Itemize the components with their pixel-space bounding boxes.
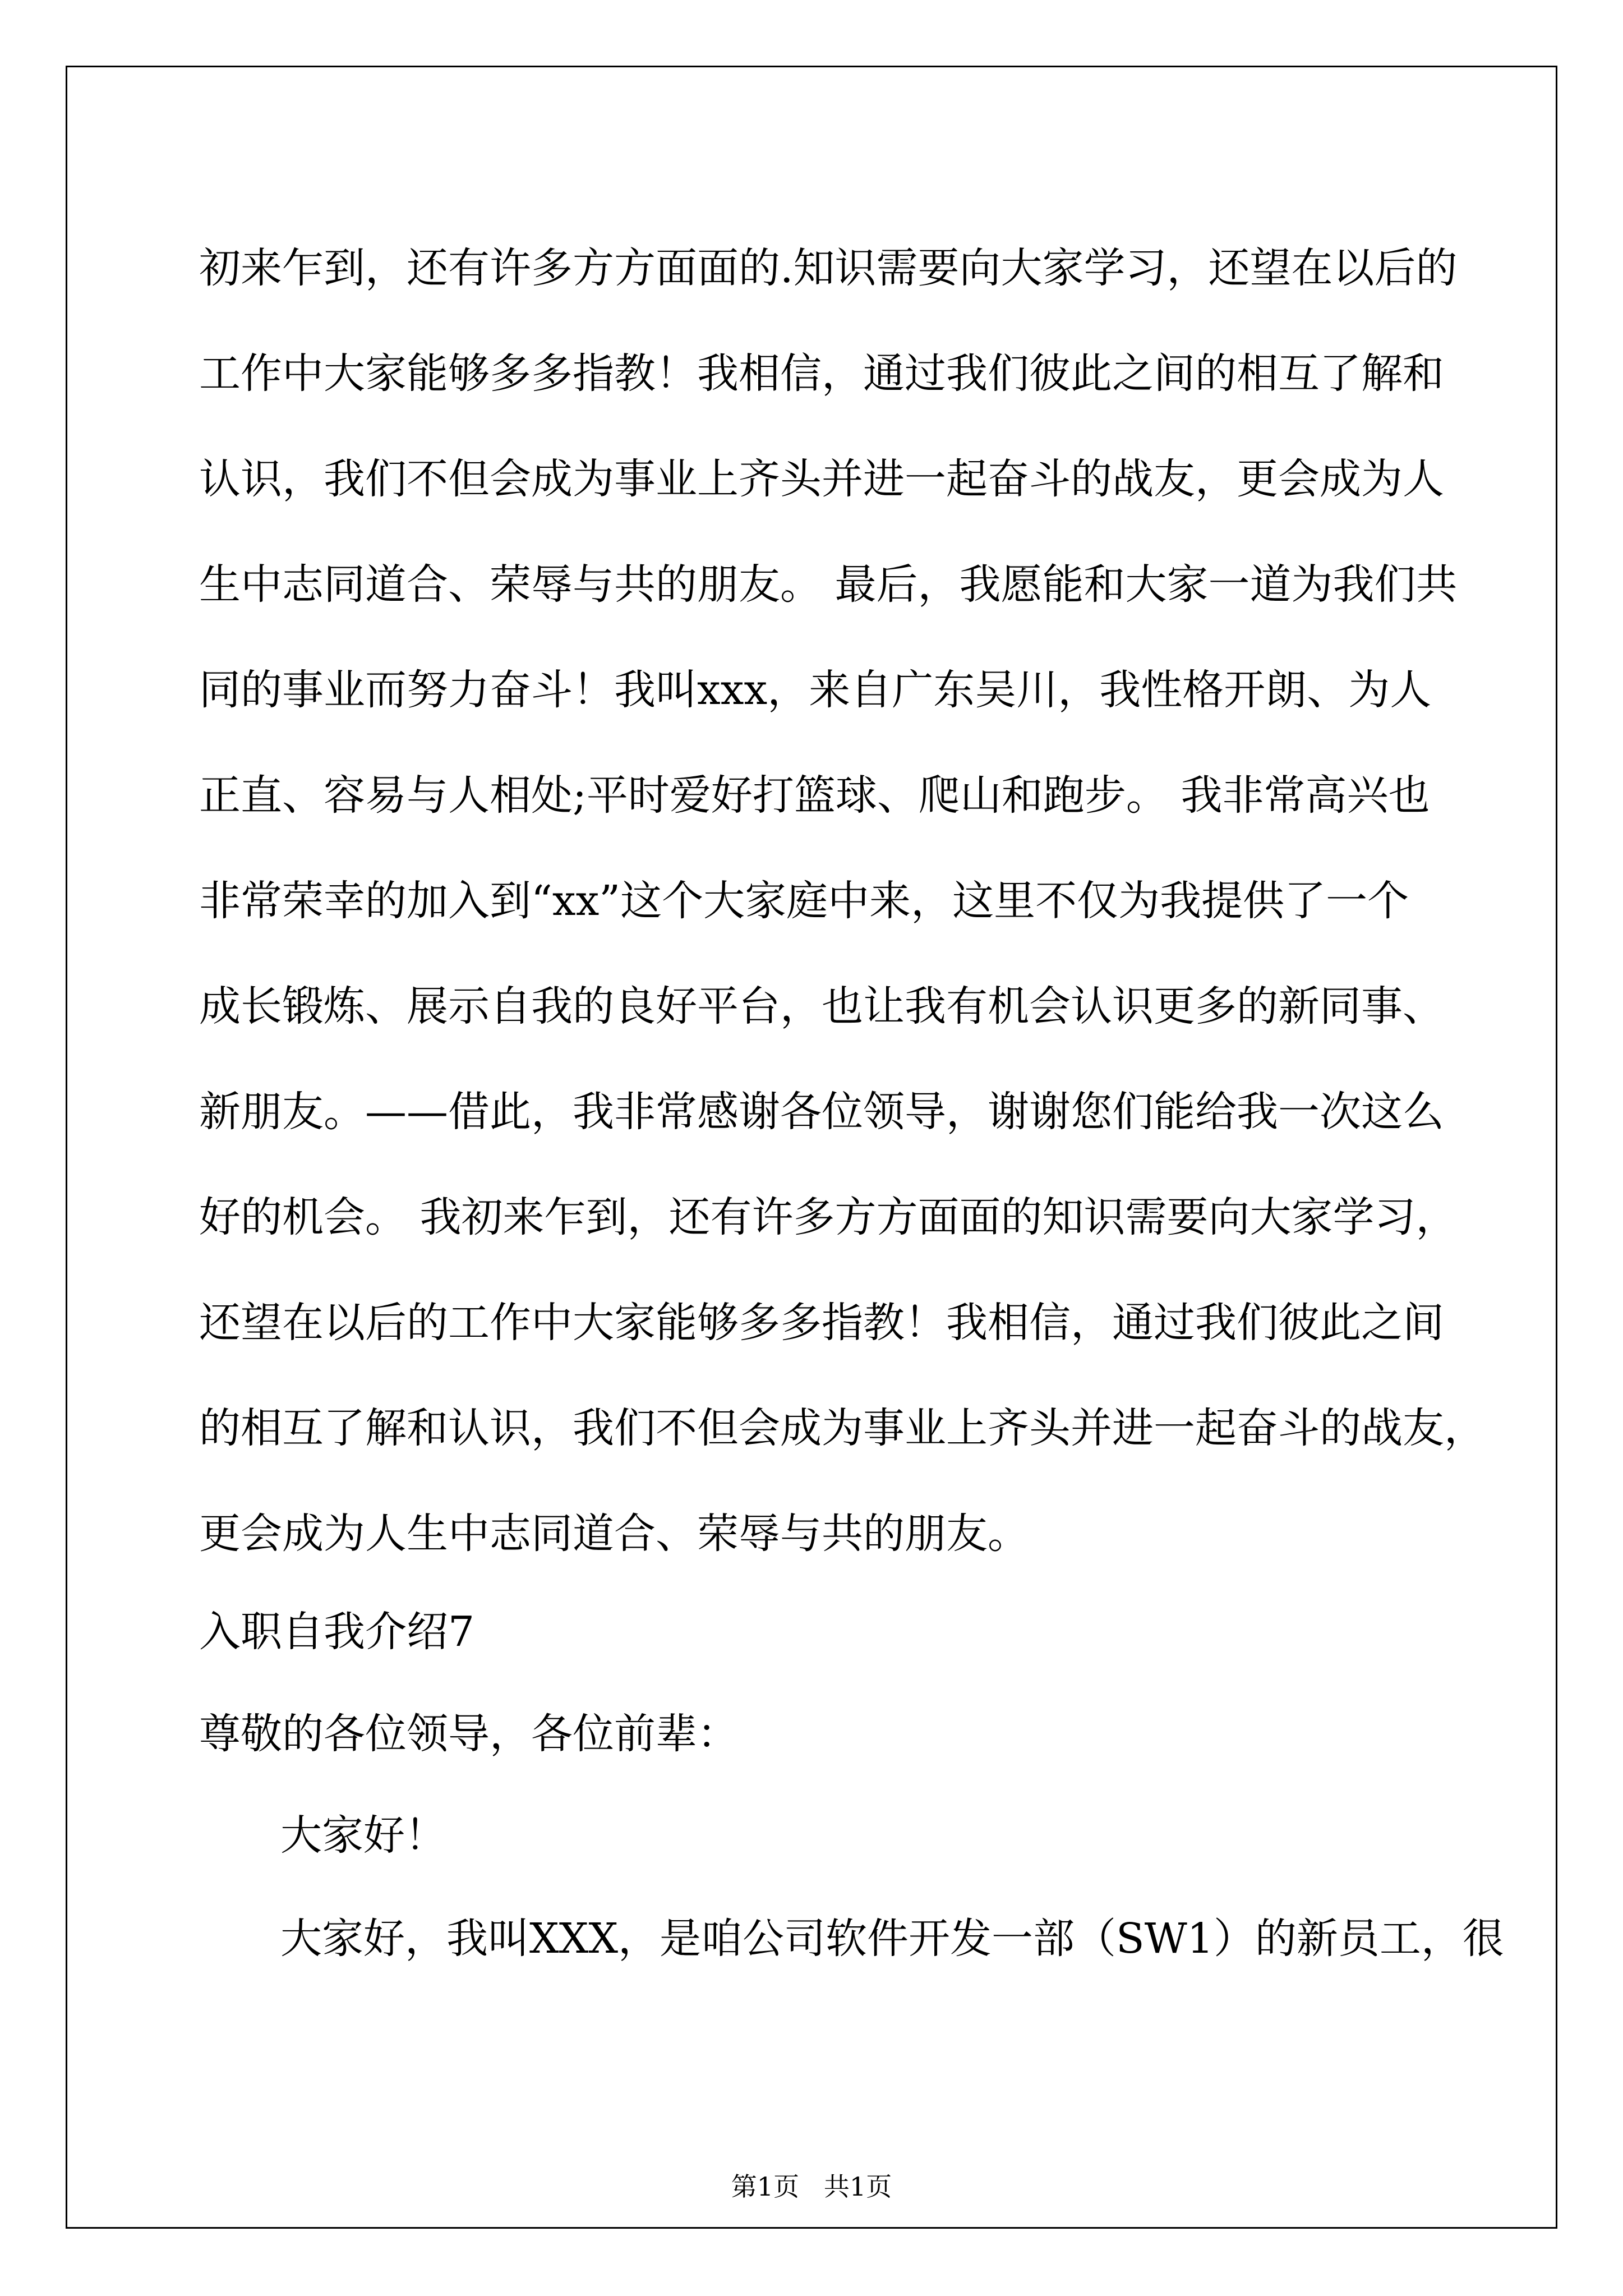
body-line: 生中志同道合、荣辱与共的朋友。 最后，我愿能和大家一道为我们共	[199, 560, 1458, 609]
body-line: 成长锻炼、展示自我的良好平台，也让我有机会认识更多的新同事、	[199, 982, 1444, 1030]
body-line: 正直、容易与人相处;平时爱好打篮球、爬山和跑步。 我非常高兴也	[199, 771, 1430, 820]
body-line: 工作中大家能够多多指教！我相信，通过我们彼此之间的相互了解和	[199, 349, 1444, 398]
greeting-paragraph: 大家好！	[280, 1811, 446, 1860]
body-line: 认识，我们不但会成为事业上齐头并进一起奋斗的战友，更会成为人	[199, 455, 1444, 503]
body-line: 好的机会。 我初来乍到，还有许多方方面面的知识需要向大家学习，	[199, 1193, 1458, 1241]
section-heading: 入职自我介绍7	[199, 1608, 475, 1656]
body-line: 新朋友。——借此，我非常感谢各位领导，谢谢您们能给我一次这么	[199, 1088, 1444, 1136]
body-line: 还望在以后的工作中大家能够多多指教！我相信，通过我们彼此之间	[199, 1299, 1444, 1347]
body-text	[199, 215, 1486, 1586]
page-footer: 第1页 共1页	[731, 2171, 892, 2202]
body-line: 同的事业而努力奋斗！我叫xxx，来自广东吴川，我性格开朗、为人	[199, 666, 1432, 714]
body-line: 非常荣幸的加入到“xx”这个大家庭中来，这里不仅为我提供了一个	[199, 877, 1409, 925]
salutation: 尊敬的各位领导，各位前辈：	[199, 1710, 739, 1758]
body-line: 初来乍到，还有许多方方面面的.知识需要向大家学习，还望在以后的	[199, 244, 1458, 292]
body-line: 的相互了解和认识，我们不但会成为事业上齐头并进一起奋斗的战友，	[199, 1404, 1486, 1452]
body-line: 更会成为人生中志同道合、荣辱与共的朋友。	[199, 1510, 1029, 1558]
intro-paragraph: 大家好，我叫XXX，是咱公司软件开发一部（SW1）的新员工，很	[280, 1915, 1504, 1963]
